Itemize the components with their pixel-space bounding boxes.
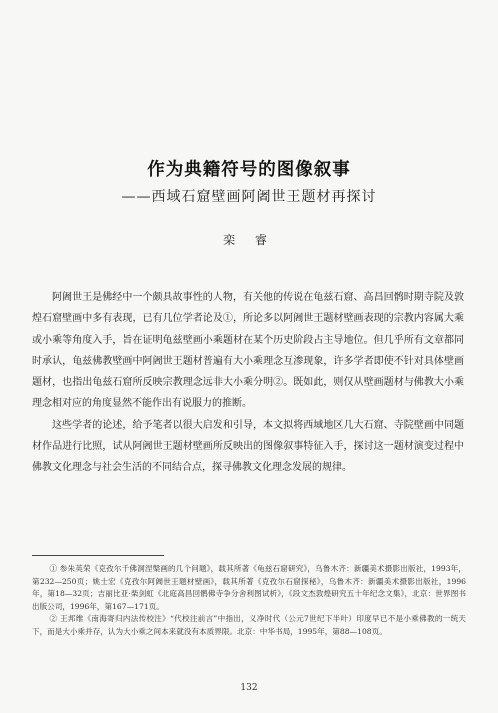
footnotes (32, 563, 466, 638)
page-number: 132 (240, 683, 258, 693)
footnote: ② 王邦维《南海寄归内法传校注》“代校注前言”中指出，义净时代（公元7世纪下半叶）印度早已不是小乘佛教的一统天下，而是大小乘并存，认为大小乘之间本来就没有本质界限。北京：中华书局，1995年，第88—108页。 (32, 614, 466, 636)
body-paragraph: 阿阇世王是佛经中一个颇具故事性的人物，有关他的传说在龟兹石窟、高昌回鹘时期寺院及敦煌石窟壁画中多有表现，已有几位学者论及①，所论多以阿阇世王题材壁画表现的宗教内容属大乘或小乘等角度入手，旨在证明龟兹壁画小乘题材在某个历史阶段占主导地位。但几乎所有文章都同时承认，龟兹佛教壁画中阿阇世王题材普遍有大小乘理念互渗现象，许多学者即使不针对具体壁画题材，也指出龟兹石窟所反映宗教理念远非大小乘分明②。既如此，则仅从壁画题材与佛教大小乘理念相对应的角度显然不能作出有说服力的推断。 (32, 292, 464, 410)
footnote-separator (32, 555, 164, 556)
author-name: 栾 睿 (223, 233, 275, 247)
body-paragraph: 这些学者的论述，给予笔者以很大启发和引导，本文拟将西域地区几大石窟、寺院壁画中同题材作品进行比照，试从阿阇世王题材壁画所反映出的图像叙事特征入手，探讨这一题材演变过程中佛教文化理念与社会生活的不同结合点，探寻佛教文化理念发展的规律。 (32, 419, 464, 474)
body-text (32, 287, 464, 479)
article-title: 作为典籍符号的图像叙事 (147, 160, 351, 180)
footnote: ① 参朱英荣《克孜尔千佛洞涅槃画的几个问题》，载其所著《龟兹石窟研究》，乌鲁木齐：新疆美术摄影出版社，1993年，第232—250页；姚士宏《克孜尔阿阇世王题材壁画》，载其所著《克孜尔石窟探秘》，乌鲁木齐：新疆美术摄影出版社，1996年，第18—32页；吉丽比亚·柴剑虹《北庭高昌回鹘佛寺争分舍利图试析》，《段文杰敦煌研究五十年纪念文集》，北京：世界图书出版公司，1996年，第167—171页。 (32, 564, 466, 611)
article-subtitle: ——西域石窟壁画阿阇世王题材再探讨 (121, 189, 377, 205)
